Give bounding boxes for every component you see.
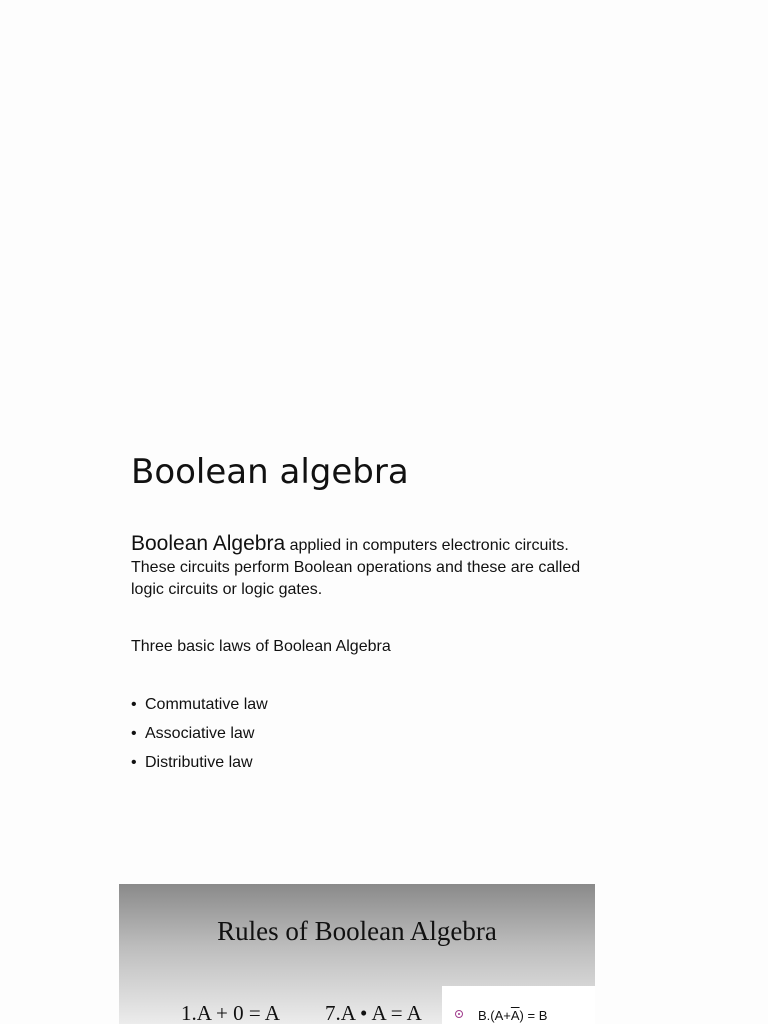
list-item bbox=[131, 751, 268, 780]
circle-bullet-icon bbox=[455, 1010, 463, 1018]
laws-heading: Three basic laws of Boolean Algebra bbox=[131, 638, 391, 655]
bullet-icon: • bbox=[131, 696, 137, 713]
intro-lead: Boolean Algebra bbox=[131, 532, 286, 555]
bullet-icon: • bbox=[131, 754, 137, 771]
intro-text: applied in computers electronic circuits. These circuits perform Boolean operations and these are called logic circuits or logic gates. bbox=[131, 537, 581, 598]
inset-equation-start: B.(A+ bbox=[478, 1008, 511, 1023]
slide-title: Rules of Boolean Algebra bbox=[217, 916, 497, 946]
inset-equation-complement: $\overline{A}$ bbox=[510, 1008, 520, 1023]
page-title: Boolean algebra bbox=[131, 452, 409, 492]
rule-equation: 1.A + 0 = A bbox=[181, 1001, 280, 1024]
law-label: Commutative law bbox=[145, 696, 268, 713]
list-item bbox=[131, 693, 268, 722]
inset-equation bbox=[478, 1008, 547, 1023]
law-label: Associative law bbox=[145, 725, 255, 742]
list-item bbox=[131, 722, 268, 751]
rule-equation: 7.A • A = A bbox=[325, 1001, 422, 1024]
inset-equation-end: ) = B bbox=[519, 1008, 548, 1023]
intro-paragraph bbox=[131, 533, 591, 601]
bullet-icon: • bbox=[131, 725, 137, 742]
law-label: Distributive law bbox=[145, 754, 253, 771]
slide-inset-panel bbox=[442, 986, 595, 1024]
laws-list bbox=[131, 693, 268, 780]
